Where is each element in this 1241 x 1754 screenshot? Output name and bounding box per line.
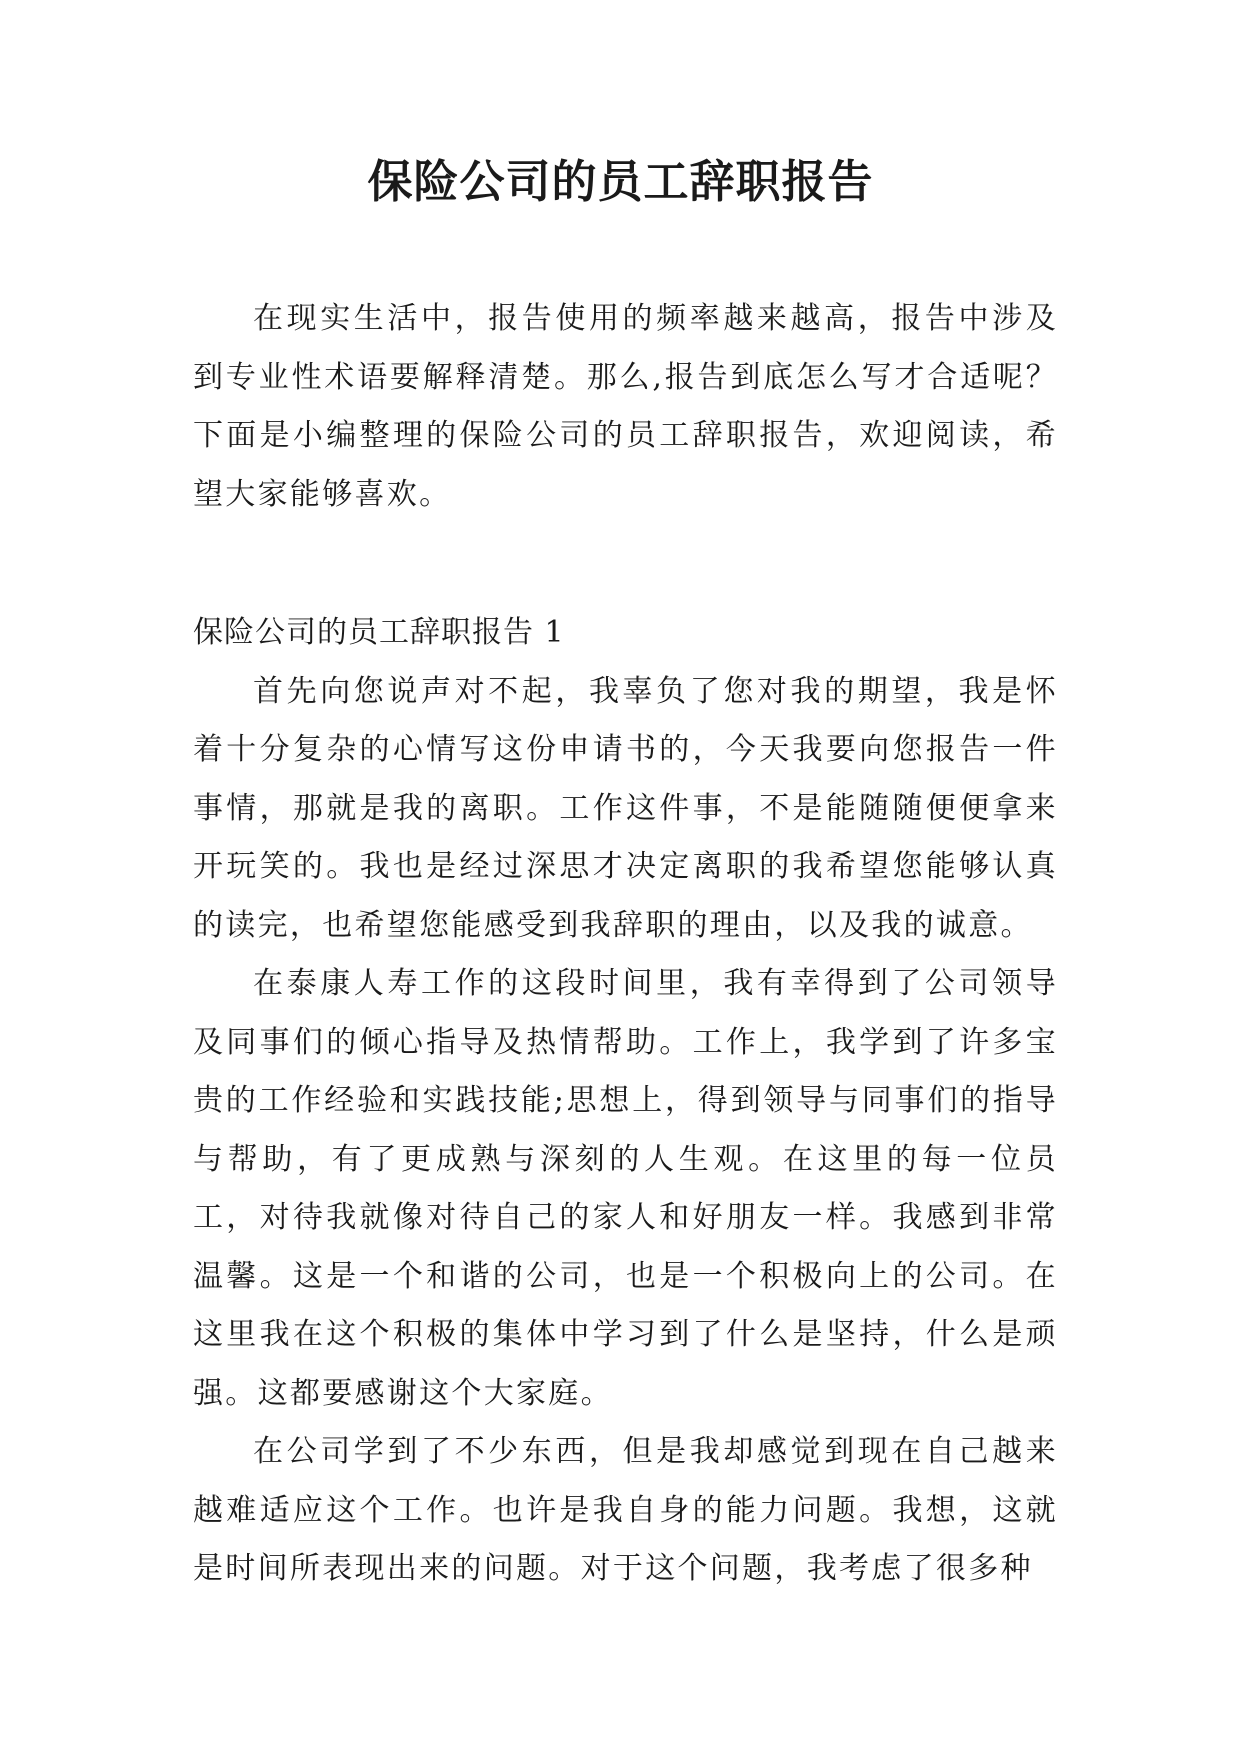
- body-paragraph: 在泰康人寿工作的这段时间里，我有幸得到了公司领导及同事们的倾心指导及热情帮助。工作上，我学到了许多宝贵的工作经验和实践技能;思想上，得到领导与同事们的指导与帮助，有了更成熟与深刻的人生观。在这里的每一位员工，对待我就像对待自己的家人和好朋友一样。我感到非常温馨。这是一个和谐的公司，也是一个积极向上的公司。在这里我在这个积极的集体中学习到了什么是坚持，什么是顽强。这都要感谢这个大家庭。: [193, 966, 1058, 1411]
- intro-paragraph: 在现实生活中，报告使用的频率越来越高，报告中涉及到专业性术语要解释清楚。那么,报告到底怎么写才合适呢？下面是小编整理的保险公司的员工辞职报告，欢迎阅读，希望大家能够喜欢。: [193, 301, 1058, 512]
- section-heading: 保险公司的员工辞职报告 1: [193, 615, 565, 650]
- document-title: 保险公司的员工辞职报告: [367, 155, 874, 208]
- document-body: [193, 290, 1058, 1599]
- body-paragraph: 首先向您说声对不起，我辜负了您对我的期望，我是怀着十分复杂的心情写这份申请书的，今天我要向您报告一件事情，那就是我的离职。工作这件事，不是能随随便便拿来开玩笑的。我也是经过深思才决定离职的我希望您能够认真的读完，也希望您能感受到我辞职的理由，以及我的诚意。: [193, 673, 1058, 943]
- body-paragraph: 在公司学到了不少东西，但是我却感觉到现在自己越来越难适应这个工作。也许是我自身的能力问题。我想，这就是时间所表现出来的问题。对于这个问题，我考虑了很多种: [193, 1434, 1058, 1586]
